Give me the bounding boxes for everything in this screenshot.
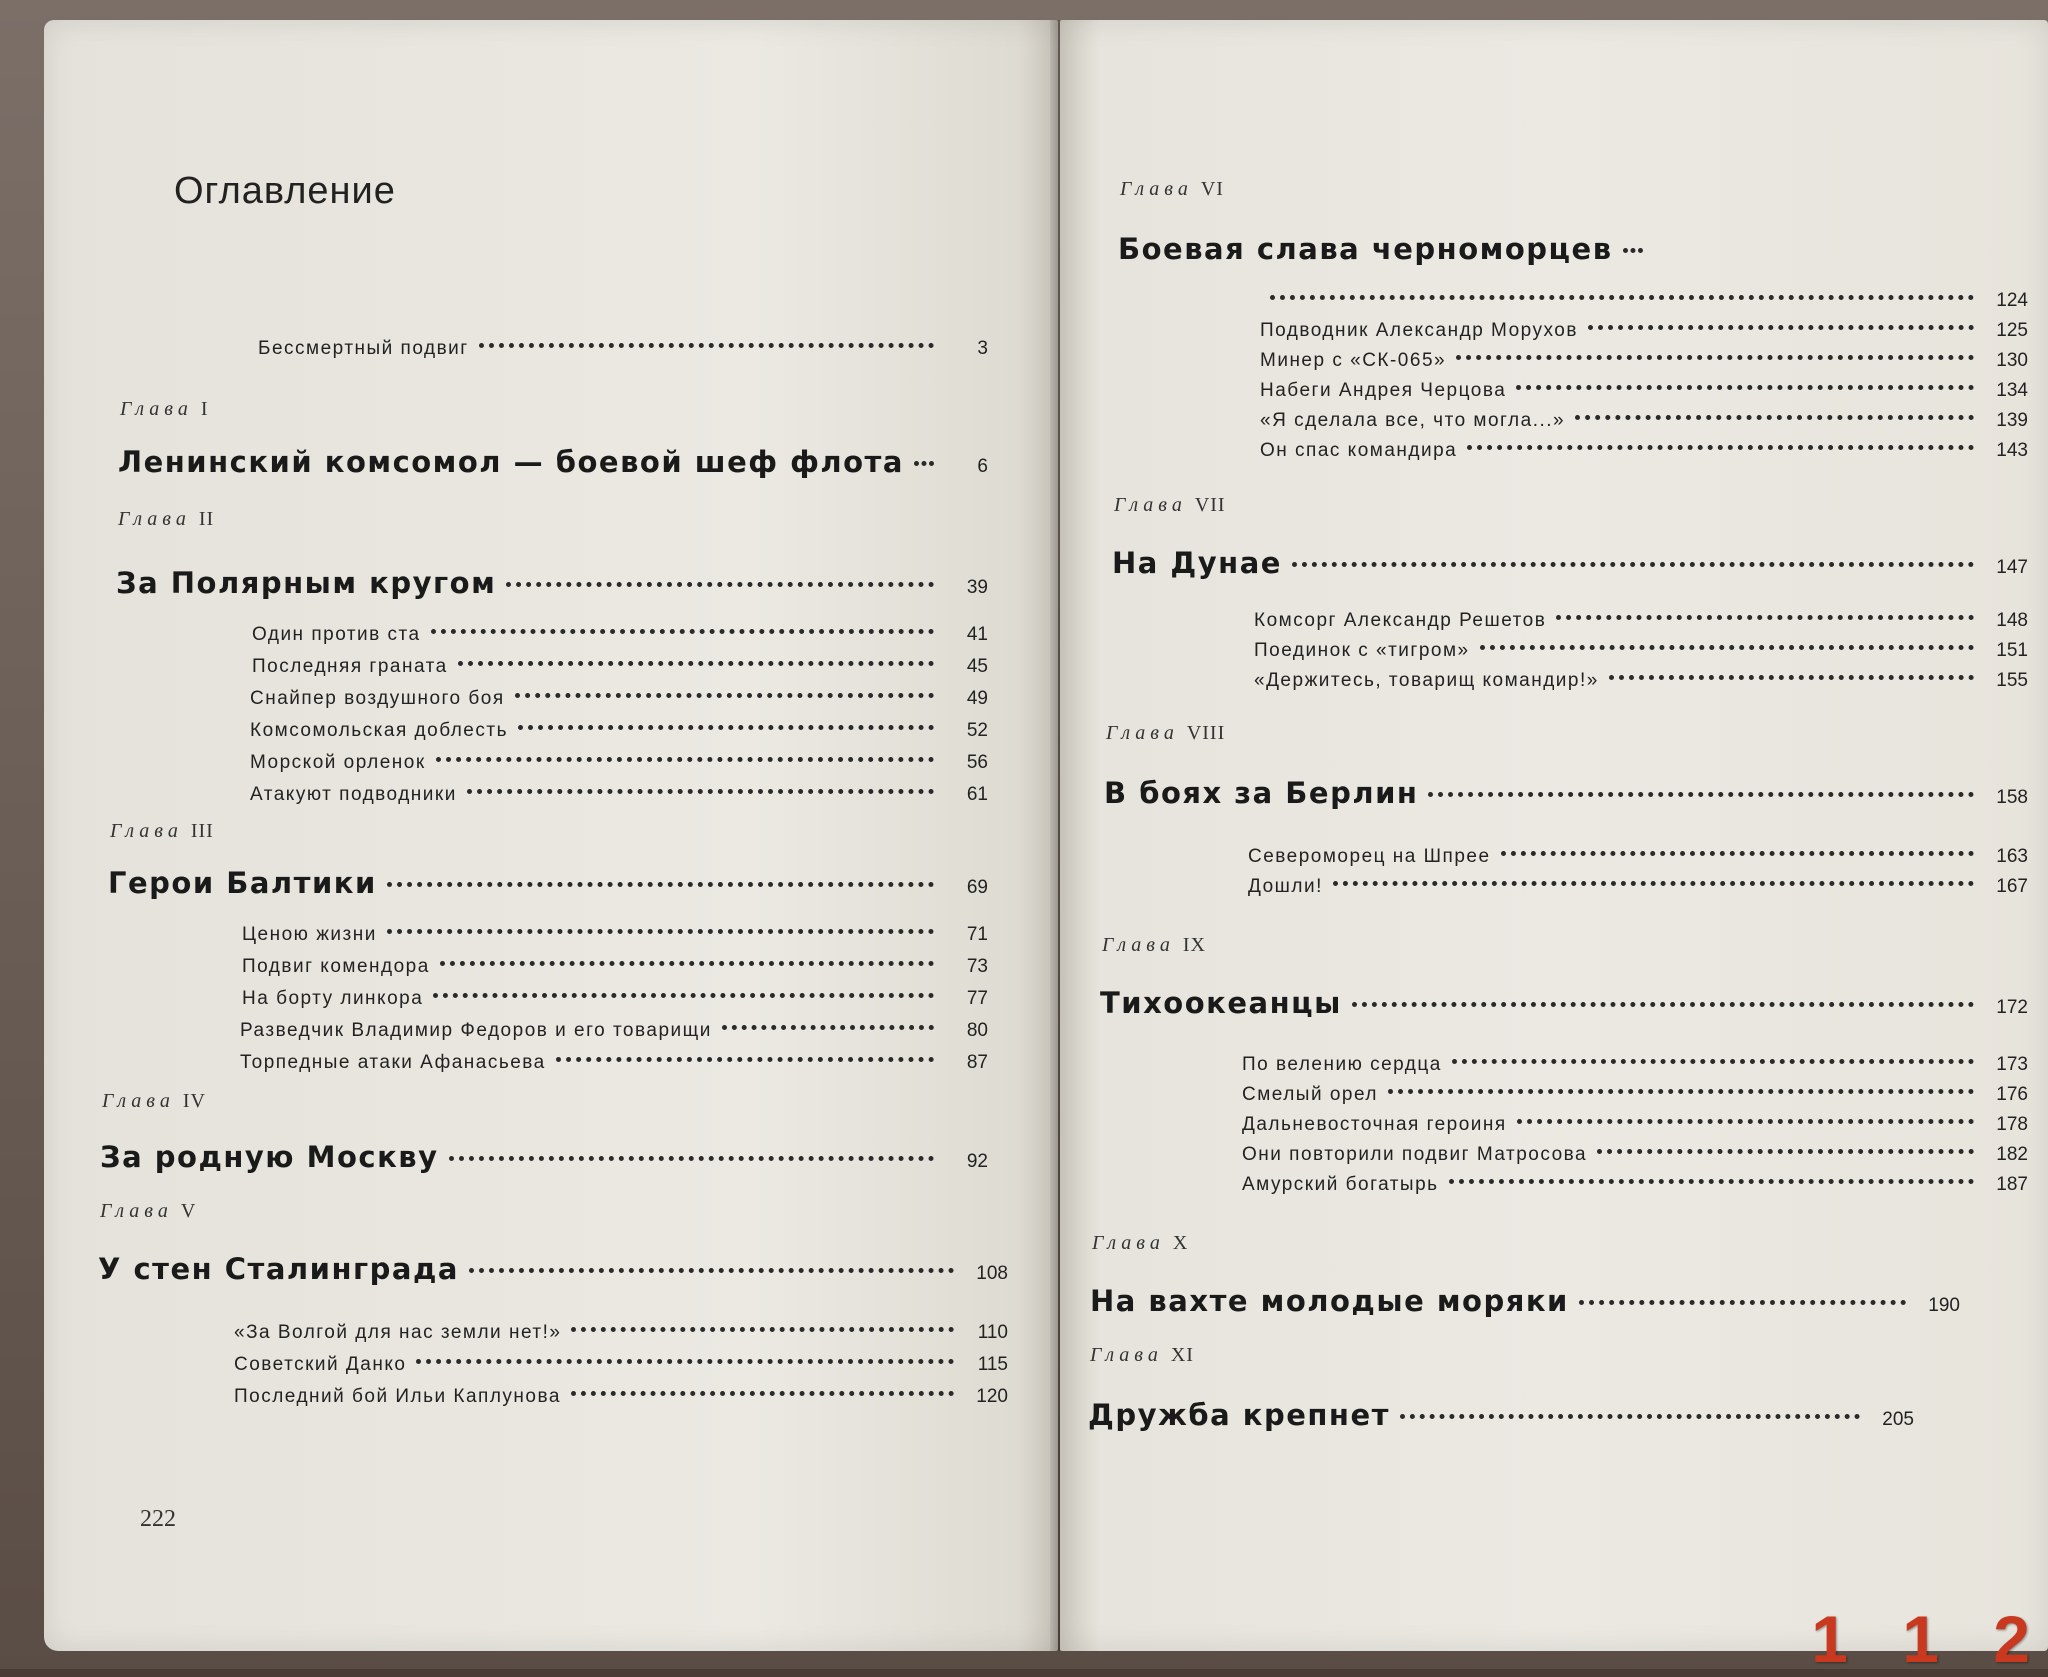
toc-entry: Снайпер воздушного боя 49	[250, 688, 988, 709]
toc-entry: 124	[1260, 290, 2028, 312]
chapter-title: На Дунае	[1112, 546, 1282, 580]
chapter-heading	[108, 866, 988, 900]
chapter-heading	[1118, 232, 1618, 266]
chapter-heading	[1104, 776, 2028, 810]
toc-entry: Они повторили подвиг Матросова 182	[1242, 1144, 2028, 1165]
toc-entry: Минер с «СК-065» 130	[1260, 350, 2028, 371]
chapter-title: Ленинский комсомол — боевой шеф флота	[118, 445, 904, 479]
toc-entry: «За Волгой для нас земли нет!» 110	[234, 1322, 1008, 1343]
toc-page-number: 190	[1928, 1295, 1960, 1316]
chapter-title: За родную Москву	[100, 1140, 439, 1174]
chapter-label: Глава VIII	[1106, 722, 1226, 744]
toc-page-number: 158	[1996, 787, 2028, 808]
dot-leader	[469, 1268, 954, 1273]
toc-entry-title: Бессмертный подвиг	[258, 338, 469, 359]
toc-entry: На борту линкора 77	[242, 988, 988, 1009]
toc-entry: Амурский богатырь 187	[1242, 1174, 2028, 1195]
toc-entry: Разведчик Владимир Федоров и его товарищи 80	[240, 1020, 988, 1041]
toc-entry: Комсорг Александр Решетов 148	[1254, 610, 2028, 631]
toc-page-number: 6	[977, 456, 988, 477]
toc-entry: Он спас командира 143	[1260, 440, 2028, 461]
chapter-heading	[1112, 546, 2028, 580]
chapter-heading	[116, 566, 988, 600]
toc-heading: Оглавление	[174, 170, 396, 212]
toc-entry: Атакуют подводники 61	[250, 784, 988, 805]
toc-entry-intro	[258, 338, 988, 360]
chapter-heading	[118, 445, 988, 479]
toc-entry: Последняя граната 45	[252, 656, 988, 677]
chapter-label: Глава IX	[1102, 934, 1206, 956]
chapter-label: Глава V	[100, 1200, 197, 1222]
toc-entry: Поединок с «тигром» 151	[1254, 640, 2028, 661]
toc-entry: Советский Данко 115	[234, 1354, 1008, 1375]
chapter-title: Тихоокеанцы	[1100, 986, 1342, 1020]
toc-entry: Североморец на Шпрее 163	[1248, 846, 2028, 867]
toc-page-number: 147	[1996, 557, 2028, 578]
dot-leader	[1400, 1414, 1860, 1419]
toc-entry: «Держитесь, товарищ командир!» 155	[1254, 670, 2028, 691]
dot-leader	[479, 343, 934, 348]
dot-leader	[1579, 1300, 1906, 1305]
toc-entry: Смелый орел 176	[1242, 1084, 2028, 1105]
toc-page-number: 172	[1996, 997, 2028, 1018]
chapter-label: Глава IV	[102, 1090, 206, 1112]
toc-page-number: 92	[966, 1151, 988, 1172]
chapter-title: За Полярным кругом	[116, 566, 497, 600]
toc-entry: Дошли! 167	[1248, 876, 2028, 897]
toc-entry: Последний бой Ильи Каплунова 120	[234, 1386, 1008, 1407]
right-page	[1060, 20, 2048, 1651]
chapter-heading	[1088, 1398, 1914, 1432]
toc-page-number: 108	[976, 1263, 1008, 1284]
dot-leader	[1428, 792, 1974, 797]
chapter-label: Глава I	[120, 398, 209, 420]
chapter-title: У стен Сталинграда	[98, 1252, 459, 1286]
toc-entry: Подводник Александр Морухов 125	[1260, 320, 2028, 341]
chapter-label: Глава II	[118, 508, 215, 530]
chapter-label: Глава VI	[1120, 178, 1224, 200]
toc-entry: Ценою жизни 71	[242, 924, 988, 945]
toc-entry: Торпедные атаки Афанасьева 87	[240, 1052, 988, 1073]
chapter-label: Глава XI	[1090, 1344, 1194, 1366]
chapter-label: Глава VII	[1114, 494, 1226, 516]
chapter-heading	[98, 1252, 1008, 1286]
chapter-title: Дружба крепнет	[1088, 1398, 1390, 1432]
dot-leader	[914, 461, 934, 466]
chapter-title: В боях за Берлин	[1104, 776, 1419, 810]
chapter-title: На вахте молодые моряки	[1090, 1284, 1569, 1318]
page-number: 222	[140, 1506, 176, 1532]
toc-entry: Подвиг комендора 73	[242, 956, 988, 977]
dot-leader	[1292, 562, 1974, 567]
toc-entry: Комсомольская доблесть 52	[250, 720, 988, 741]
toc-page-number: 205	[1882, 1409, 1914, 1430]
toc-entry: «Я сделала все, что могла...» 139	[1260, 410, 2028, 431]
chapter-title: Боевая слава черноморцев	[1118, 232, 1613, 266]
chapter-label: Глава X	[1092, 1232, 1189, 1254]
toc-page-number: 39	[966, 577, 988, 598]
chapter-heading	[1100, 986, 2028, 1020]
dot-leader	[506, 582, 934, 587]
chapter-heading	[100, 1140, 988, 1174]
chapter-title: Герои Балтики	[108, 866, 377, 900]
toc-entry: Дальневосточная героиня 178	[1242, 1114, 2028, 1135]
toc-entry: Морской орленок 56	[250, 752, 988, 773]
dot-leader	[387, 882, 934, 887]
dot-leader	[1623, 248, 1643, 253]
toc-page-number: 69	[966, 877, 988, 898]
chapter-label: Глава III	[110, 820, 214, 842]
toc-entry: Один против ста 41	[252, 624, 988, 645]
toc-entry: По велению сердца 173	[1242, 1054, 2028, 1075]
dot-leader	[449, 1156, 934, 1161]
left-page	[44, 20, 1058, 1651]
toc-page-number: 3	[977, 338, 988, 359]
dot-leader	[1352, 1002, 1974, 1007]
toc-entry: Набеги Андрея Черцова 134	[1260, 380, 2028, 401]
chapter-heading	[1090, 1284, 1960, 1318]
corner-watermark: 1 1 2	[1811, 1602, 2048, 1676]
